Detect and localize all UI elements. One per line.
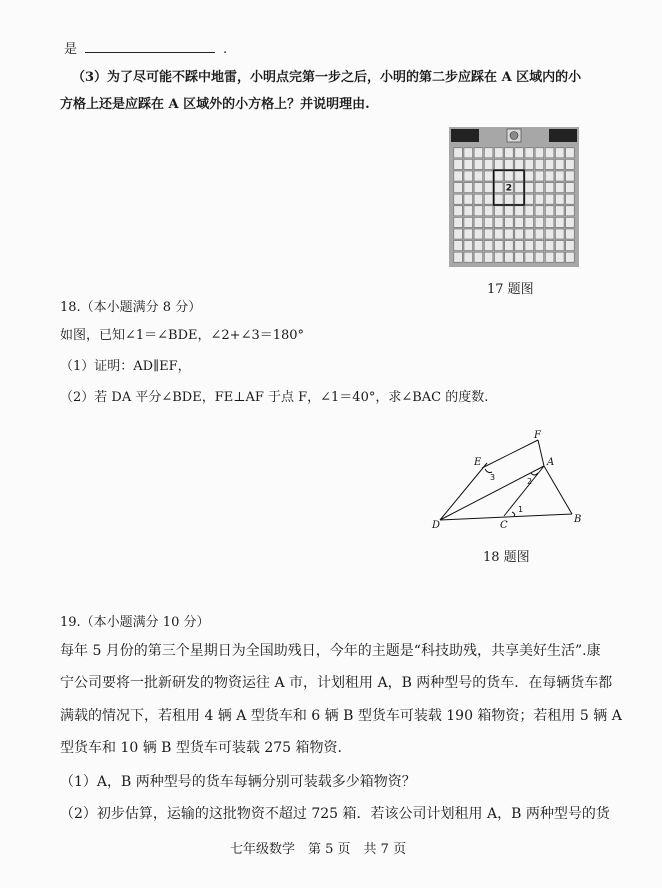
grid-cell[interactable] [484, 217, 493, 227]
q17-center-number: 2 [505, 183, 513, 194]
q17-answer-line [64, 38, 227, 57]
line-ef [482, 440, 538, 468]
grid-cell[interactable] [515, 171, 524, 181]
grid-cell[interactable] [525, 241, 534, 251]
grid-cell[interactable] [515, 241, 524, 251]
grid-cell[interactable] [545, 148, 554, 158]
grid-cell[interactable] [494, 148, 503, 158]
grid-cell[interactable] [566, 148, 575, 158]
grid-cell[interactable] [525, 229, 534, 239]
grid-cell[interactable] [555, 159, 564, 169]
q19-line1: 每年 5 月份的第三个星期日为全国助残日，今年的主题是“科技助残，共享美好生活”.康 [60, 643, 601, 659]
grid-cell[interactable] [464, 171, 473, 181]
q18-intro: 如图，已知∠1＝∠BDE，∠2+∠3＝180° [60, 328, 305, 343]
q19-line2: 宁公司要将一批新研发的物资运往 A 市，计划租用 A，B 两种型号的货车．在每辆货车都 [60, 675, 613, 691]
grid-cell[interactable] [535, 159, 544, 169]
grid-cell[interactable] [464, 241, 473, 251]
answer-blank [85, 42, 215, 53]
grid-cell[interactable] [535, 241, 544, 251]
grid-cell[interactable] [535, 217, 544, 227]
line-de [440, 463, 487, 520]
grid-cell[interactable] [566, 217, 575, 227]
q18-heading: 18.（本小题满分 8 分） [60, 300, 202, 315]
point-d-label: D [432, 520, 441, 531]
grid-cell[interactable] [545, 241, 554, 251]
grid-cell[interactable] [484, 194, 493, 204]
grid-cell[interactable] [474, 194, 483, 204]
smiley-icon [510, 132, 518, 140]
grid-cell[interactable] [525, 148, 534, 158]
point-b-label: B [574, 514, 582, 525]
grid-cell[interactable] [535, 171, 544, 181]
grid-cell[interactable] [555, 148, 564, 158]
q17-figure-minesweeper [449, 127, 579, 267]
angle-2-label: 2 [527, 477, 533, 486]
q17-part3-line2: 方格上还是应踩在 A 区域外的小方格上？并说明理由. [60, 97, 370, 112]
grid-cell[interactable] [484, 159, 493, 169]
minesweeper-board [449, 127, 579, 267]
grid-cell[interactable] [515, 206, 524, 216]
grid-cell[interactable] [555, 194, 564, 204]
grid-cell[interactable] [515, 229, 524, 239]
grid-cell[interactable] [515, 148, 524, 158]
grid-cell[interactable] [464, 229, 473, 239]
grid-cell[interactable] [555, 241, 564, 251]
grid-cell[interactable] [535, 229, 544, 239]
q18-part1: （1）证明：AD∥EF， [60, 359, 191, 374]
grid-cell[interactable] [505, 241, 514, 251]
grid-cell[interactable] [474, 206, 483, 216]
grid-cell[interactable] [545, 229, 554, 239]
grid-cell[interactable] [494, 194, 503, 204]
grid-cell[interactable] [454, 217, 463, 227]
grid-cell[interactable] [545, 217, 554, 227]
grid-cell[interactable] [505, 252, 514, 262]
grid-cell[interactable] [484, 229, 493, 239]
grid-cell[interactable] [535, 183, 544, 193]
geometry-diagram [430, 428, 590, 536]
grid-cell[interactable] [454, 171, 463, 181]
angle-1-label: 1 [518, 505, 524, 514]
grid-cell[interactable] [545, 252, 554, 262]
grid-cell[interactable] [515, 252, 524, 262]
q19-heading: 19.（本小题满分 10 分） [60, 615, 210, 630]
grid-cell[interactable] [525, 171, 534, 181]
q17-answer-suffix: . [223, 42, 228, 57]
grid-cell[interactable] [474, 229, 483, 239]
grid-cell[interactable] [525, 252, 534, 262]
grid-cell[interactable] [454, 183, 463, 193]
grid-cell[interactable] [454, 206, 463, 216]
grid-cell[interactable] [484, 252, 493, 262]
grid-cell[interactable] [505, 206, 514, 216]
grid-cell[interactable] [474, 183, 483, 193]
grid-cell[interactable] [505, 171, 514, 181]
grid-cell[interactable] [525, 159, 534, 169]
grid-cell[interactable] [494, 241, 503, 251]
grid-cell[interactable] [474, 252, 483, 262]
grid-cell[interactable] [566, 229, 575, 239]
grid-cell[interactable] [535, 252, 544, 262]
grid-cell[interactable] [566, 159, 575, 169]
grid-cell[interactable] [464, 206, 473, 216]
grid-cell[interactable] [525, 217, 534, 227]
grid-cell[interactable] [484, 183, 493, 193]
grid-cell[interactable] [545, 159, 554, 169]
grid-cell[interactable] [474, 159, 483, 169]
grid-cell[interactable] [525, 206, 534, 216]
grid-cell[interactable] [525, 183, 534, 193]
grid-cell[interactable] [515, 194, 524, 204]
grid-cell[interactable] [484, 241, 493, 251]
grid-cell[interactable] [494, 171, 503, 181]
grid-cell[interactable] [464, 252, 473, 262]
grid-cell[interactable] [566, 252, 575, 262]
grid-cell[interactable] [555, 217, 564, 227]
q18-part2: （2）若 DA 平分∠BDE，FE⊥AF 于点 F，∠1＝40°，求∠BAC 的度数. [60, 390, 489, 405]
grid-cell[interactable] [474, 148, 483, 158]
grid-cell[interactable] [545, 194, 554, 204]
page-footer: 七年级数学 第 5 页 共 7 页 [230, 842, 407, 857]
grid-cell[interactable] [454, 241, 463, 251]
grid-cell[interactable] [494, 229, 503, 239]
q19-line4: 型货车和 10 辆 B 型货车可装载 275 箱物资. [60, 740, 342, 756]
grid-cell[interactable] [566, 194, 575, 204]
q18-figure-caption: 18 题图 [483, 550, 530, 565]
grid-cell[interactable] [515, 217, 524, 227]
q19-part2: （2）初步估算，运输的这批物资不超过 725 箱．若该公司计划租用 A，B 两种型号的货 [60, 806, 610, 822]
q19-part1: （1）A，B 两种型号的货车每辆分别可装载多少箱物资？ [60, 774, 416, 790]
q17-answer-prefix: 是 [64, 42, 78, 57]
grid-cell[interactable] [505, 148, 514, 158]
grid-cell[interactable] [464, 148, 473, 158]
grid-cell[interactable] [545, 183, 554, 193]
grid-cell[interactable] [566, 206, 575, 216]
grid-cell[interactable] [555, 171, 564, 181]
grid-cell[interactable] [555, 229, 564, 239]
grid-cell[interactable] [474, 171, 483, 181]
grid-cell[interactable] [454, 194, 463, 204]
grid-cell[interactable] [484, 171, 493, 181]
grid-cell[interactable] [454, 229, 463, 239]
point-a-label: A [547, 457, 555, 468]
grid-cell[interactable] [545, 206, 554, 216]
grid-cell[interactable] [505, 194, 514, 204]
point-e-label: E [474, 457, 482, 468]
grid-cell[interactable] [555, 252, 564, 262]
grid-cell[interactable] [464, 159, 473, 169]
grid-cell[interactable] [505, 217, 514, 227]
grid-cell[interactable] [535, 148, 544, 158]
grid-cell[interactable] [494, 183, 503, 193]
grid-cell[interactable] [566, 183, 575, 193]
grid-cell[interactable] [566, 171, 575, 181]
grid-cell[interactable] [535, 206, 544, 216]
q17-figure-caption: 17 题图 [487, 282, 534, 297]
grid-cell[interactable] [454, 159, 463, 169]
line-fa [538, 440, 544, 466]
grid-cell[interactable] [454, 252, 463, 262]
grid-cell[interactable] [555, 206, 564, 216]
grid-cell[interactable] [535, 194, 544, 204]
grid-cell[interactable] [474, 241, 483, 251]
q19-line3: 满载的情况下，若租用 4 辆 A 型货车和 6 辆 B 型货车可装载 190 箱物资；若租用 5 辆 A [60, 708, 622, 724]
grid-cell[interactable] [494, 159, 503, 169]
grid-cell[interactable] [525, 194, 534, 204]
grid-cell[interactable] [515, 159, 524, 169]
grid-cell[interactable] [555, 183, 564, 193]
q18-figure-geometry [430, 428, 590, 536]
angle-3-label: 3 [490, 473, 496, 482]
point-c-label: C [500, 520, 508, 531]
grid-cell[interactable] [505, 229, 514, 239]
grid-cell[interactable] [464, 194, 473, 204]
grid-cell[interactable] [566, 241, 575, 251]
angle-1-arc [512, 512, 515, 516]
grid-cell[interactable] [464, 217, 473, 227]
q17-part3-line1: （3）为了尽可能不踩中地雷，小明点完第一步之后，小明的第二步应踩在 A 区域内的小 [72, 70, 582, 85]
grid-cell[interactable] [494, 252, 503, 262]
grid-cell[interactable] [545, 171, 554, 181]
point-f-label: F [534, 430, 541, 441]
grid-cell[interactable] [484, 148, 493, 158]
grid-cell[interactable] [505, 159, 514, 169]
grid-cell[interactable] [454, 148, 463, 158]
grid-cell[interactable] [474, 217, 483, 227]
grid-cell[interactable] [494, 206, 503, 216]
grid-cell[interactable] [494, 217, 503, 227]
grid-cell[interactable] [464, 183, 473, 193]
grid-cell[interactable] [515, 183, 524, 193]
grid-cell[interactable] [484, 206, 493, 216]
line-ab [544, 466, 572, 514]
